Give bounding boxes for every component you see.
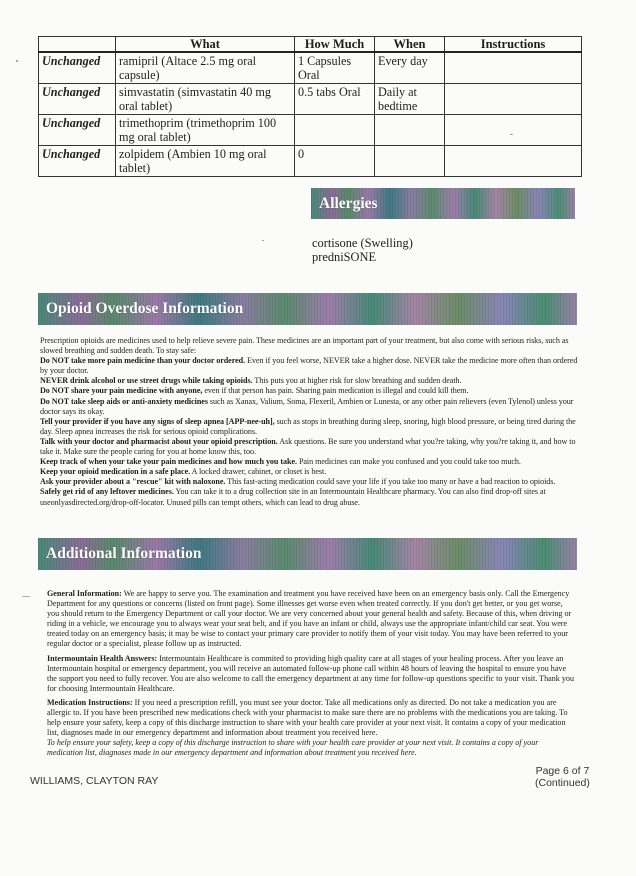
med-how-much: 0.5 tabs Oral [295, 84, 375, 115]
allergies-banner [311, 188, 575, 219]
med-what: simvastatin (simvastatin 40 mg oral tablet) [116, 84, 295, 115]
opioid-item-heading: Talk with your doctor and pharmacist about your opioid prescription. [40, 436, 278, 446]
med-how-much: 0 [295, 146, 375, 177]
med-how-much [295, 115, 375, 146]
additional-info-banner [38, 538, 577, 570]
opioid-item-text: Ask questions. Be sure you understand what you?re taking, why you?re taking it, and how to take it. Make sure the people caring for you at home know this, too. [40, 436, 576, 457]
opioid-item-text: This fast-acting medication could save your life if you take too many or have a bad reaction to opioids. [225, 477, 556, 487]
opioid-item-text: Pain medicines can make you confused and you could take too much. [296, 457, 521, 467]
opioid-item-heading: NEVER drink alcohol or use street drugs while taking opioids. [40, 376, 253, 386]
opioid-item [40, 386, 578, 396]
opioid-item-text: even if that person has pain. Sharing pain medication is illegal and could kill them. [202, 386, 469, 396]
opioid-item [40, 487, 578, 507]
med-instructions [445, 52, 582, 84]
opioid-item-text: such as Xanax, Valium, Soma, Flexeril, Ambien or Lunesta, or any other pain relievers (even Tylenol) unless your doctor says its okay. [40, 396, 574, 416]
opioid-item [40, 356, 578, 376]
paragraph-text: Intermountain Healthcare is commited to providing high quality care at all stages of your healing process. After you leave an Intermountain hospital or emergency department, you will receive an automated follow-up phone call within 48 hours of leaving the hospital to ensure you have the support you need to fully recover. You are also welcome to call the emergency department at any time for follow-up questions specific to your visit. Thank you for choosing Intermountain Healthcare. [47, 653, 575, 693]
table-row [39, 115, 582, 146]
opioid-item [40, 457, 578, 467]
opioid-item-text: Even if you feel worse, NEVER take a higher dose. NEVER take the medicine more often than ordered by your doctor. [40, 356, 578, 376]
opioid-item [40, 467, 578, 477]
opioid-item [40, 437, 578, 457]
paragraph-heading: General Information: [47, 589, 122, 598]
opioid-item-heading: Tell your provider if you have any signs of sleep apnea [APP-nee-uh], [40, 416, 275, 426]
header-status [39, 37, 116, 53]
table-header-row [39, 37, 582, 53]
header-when: When [375, 37, 445, 53]
med-when [375, 115, 445, 146]
med-what: zolpidem (Ambien 10 mg oral tablet) [116, 146, 295, 177]
general-information-paragraph [47, 589, 575, 650]
header-what: What [116, 37, 295, 53]
header-how-much: How Much [295, 37, 375, 53]
opioid-item [40, 417, 578, 437]
scan-speck [22, 596, 30, 597]
table-row [39, 84, 582, 115]
scan-speck [16, 60, 18, 62]
page-number: Page 6 of 7 [535, 765, 590, 777]
opioid-item-heading: Keep track of when your take your pain medicines and how much you take. [40, 457, 297, 467]
health-answers-paragraph [47, 654, 575, 694]
additional-info-body [47, 589, 575, 763]
continued-label: (Continued) [535, 777, 590, 789]
table-row [39, 52, 582, 84]
med-when: Every day [375, 52, 445, 84]
italic-reminder: To help ensure your safety, keep a copy of this discharge instruction to share with your health care provider at your next visit. It contains a copy of your medication list, diagnoses made in our emergency department and information about treatment you received here. [47, 738, 539, 758]
med-instructions [445, 146, 582, 177]
med-status: Unchanged [39, 52, 116, 84]
med-instructions [445, 84, 582, 115]
patient-name: WILLIAMS, CLAYTON RAY [30, 775, 159, 787]
additional-info-title: Additional Information [46, 545, 202, 562]
allergy-item: predniSONE [312, 250, 377, 264]
med-what: trimethoprim (trimethoprim 100 mg oral tablet) [116, 115, 295, 146]
opioid-info-body [40, 336, 578, 508]
med-when: Daily at bedtime [375, 84, 445, 115]
opioid-item-text: such as stops in breathing during sleep, snoring, high blood pressure, or being tired during the day. Sleep apnea increases the risk for serious opioid complications. [40, 416, 576, 436]
paragraph-text: We are happy to serve you. The examination and treatment you have received have been on an emergency basis only. Call the Emergency Department for any questions or concerns (listed on front page). Some illnesses get worse even when treated correctly. If you don't get better, or you get worse, you should return to the Emergency Department or call your doctor. We are very concerned about your general health and safety. Because of this, when driving or riding in a vehicle, we encourage you to always wear your seat belt, and if you have an infant or child, always use the appropriate infant/child car seat. You were treated today on an emergency basis; it may be wise to contact your primary care provider to notify them of your visit today. You may have been referred to your regular doctor or a specialist, please follow up as instructed. [47, 589, 572, 649]
opioid-title: Opioid Overdose Information [46, 300, 244, 317]
opioid-item-text: A locked drawer, cabinet, or closet is best. [190, 467, 327, 477]
allergy-list [312, 236, 413, 264]
opioid-item-heading: Keep your opioid medication in a safe place. [40, 467, 191, 477]
paragraph-heading: Intermountain Health Answers: [47, 653, 158, 663]
paragraph-heading: Medication Instructions: [47, 697, 133, 707]
opioid-item-text: This puts you at higher risk for slow breathing and sudden death. [252, 376, 462, 386]
scan-speck [262, 240, 264, 241]
opioid-item-heading: Safely get rid of any leftover medicines. [40, 487, 174, 497]
opioid-item-heading: Do NOT share your pain medicine with anyone, [40, 386, 203, 396]
opioid-item-heading: Do NOT take more pain medicine than your doctor ordered. [40, 356, 246, 366]
med-status: Unchanged [39, 146, 116, 177]
med-status: Unchanged [39, 84, 116, 115]
opioid-item [40, 477, 578, 487]
opioid-item [40, 376, 578, 386]
opioid-item [40, 397, 578, 417]
opioid-item-text: You can take it to a drug collection site in an Intermountain Healthcare pharmacy. You can also find drop-off sites at useonlyasdirected.org/drop-off-locator. Unused pills can tempt others, which can lead to drug abuse. [40, 487, 546, 507]
scan-speck [510, 134, 513, 135]
med-what: ramipril (Altace 2.5 mg oral capsule) [116, 52, 295, 84]
opioid-intro: Prescription opioids are medicines used to help relieve severe pain. These medicines are an important part of your treatment, but also come with serious risks, such as slowed breathing and sudden death. To stay safe: [40, 336, 569, 356]
medication-table [38, 36, 582, 177]
allergies-title: Allergies [319, 194, 378, 212]
table-row [39, 146, 582, 177]
opioid-item-heading: Ask your provider about a "rescue" kit with naloxone. [40, 477, 226, 487]
med-how-much: 1 Capsules Oral [295, 52, 375, 84]
med-status: Unchanged [39, 115, 116, 146]
opioid-item-heading: Do NOT take sleep aids or anti-anxiety medicines [40, 396, 208, 406]
opioid-banner [38, 293, 577, 325]
page-indicator [535, 765, 590, 789]
header-instructions: Instructions [445, 37, 582, 53]
med-instructions [445, 115, 582, 146]
medication-instructions-paragraph [47, 698, 575, 738]
med-when [375, 146, 445, 177]
allergy-item: cortisone (Swelling) [312, 236, 413, 250]
paragraph-text: If you need a prescription refill, you must see your doctor. Take all medications only as directed. Do not take a medication you are allergic to. If you have been prescribed new medications check with your pharmacist to make sure there are no problems with the medications you are taking. To help ensure your safety, keep a copy of this discharge instruction to share with your health care provider at your next visit. It contains a copy of your medication list, diagnoses made in our emergency department and information about treatment you received here. [47, 697, 568, 738]
